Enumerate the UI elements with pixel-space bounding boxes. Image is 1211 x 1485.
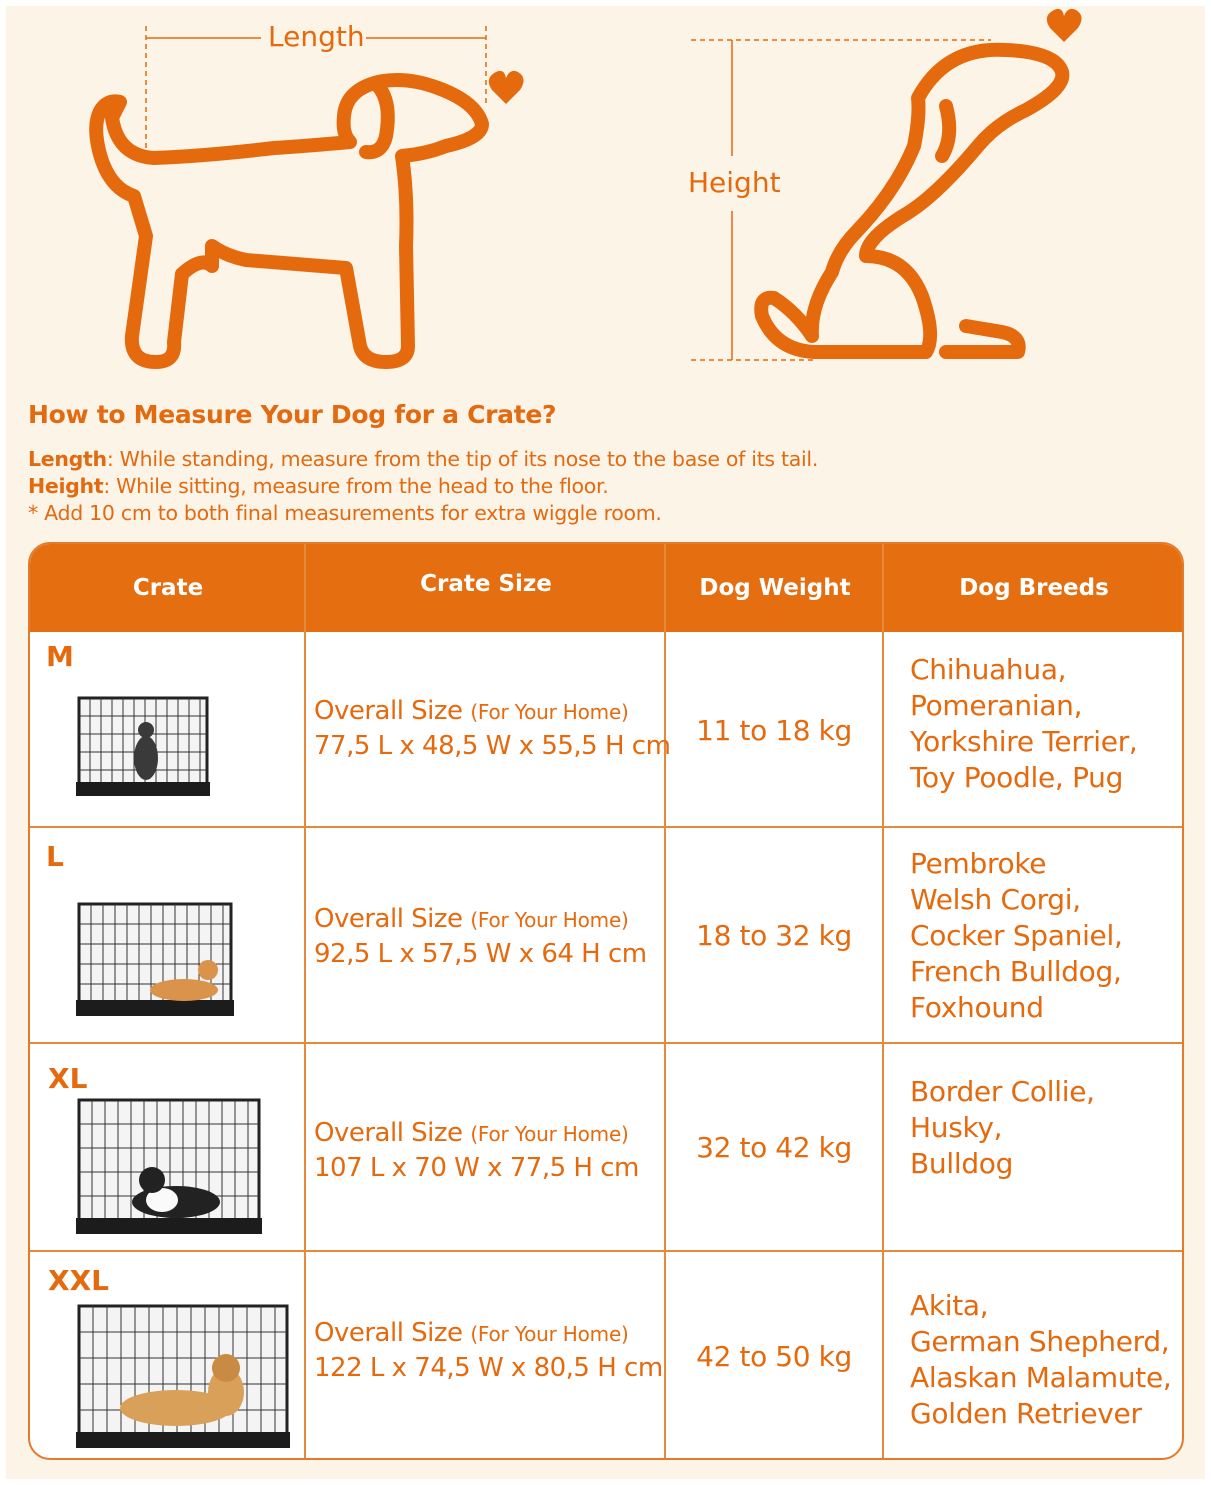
breed-item: Chihuahua, — [910, 653, 1067, 686]
breed-item: Toy Poodle, Pug — [910, 761, 1124, 794]
weight-xl: 32 to 42 kg — [696, 1130, 852, 1164]
size-note: (For Your Home) — [470, 908, 629, 932]
dimensions: 107 L x 70 W x 77,5 H cm — [314, 1153, 639, 1183]
size-prefix: Overall Size — [314, 696, 463, 726]
breed-item: Border Collie, — [910, 1075, 1095, 1108]
heart-icon — [489, 71, 524, 104]
header-dog-breeds: Dog Breeds — [959, 575, 1109, 601]
breed-item: Husky, — [910, 1111, 1003, 1144]
breed-item: Cocker Spaniel, — [910, 919, 1123, 952]
measurement-illustration — [6, 6, 1205, 386]
breed-item: German Shepherd, — [910, 1325, 1170, 1358]
size-note: (For Your Home) — [470, 1122, 629, 1146]
crate-size-xxl — [314, 1316, 663, 1385]
sitting-dog-icon — [761, 50, 1062, 352]
height-desc: : While sitting, measure from the head to the floor. — [103, 474, 609, 498]
size-note: (For Your Home) — [470, 700, 629, 724]
weight-m: 11 to 18 kg — [696, 713, 852, 747]
breed-item: Pomeranian, — [910, 689, 1083, 722]
size-prefix: Overall Size — [314, 1318, 463, 1348]
breeds-m — [910, 652, 1138, 796]
breeds-l — [910, 846, 1123, 1026]
crate-size-xl — [314, 1116, 639, 1185]
length-desc: : While standing, measure from the tip of its nose to the base of its tail. — [106, 447, 819, 471]
height-label: Height — [688, 166, 781, 199]
crate-size-l — [314, 902, 647, 971]
crate-m-image — [76, 694, 210, 798]
heart-icon — [1047, 9, 1082, 42]
height-term: Height — [28, 474, 104, 498]
breed-item: Welsh Corgi, — [910, 883, 1081, 916]
crate-label-l: L — [46, 840, 64, 873]
breed-item: Foxhound — [910, 991, 1044, 1024]
length-label: Length — [268, 20, 365, 53]
crate-l-image — [76, 900, 234, 1020]
crate-label-m: M — [46, 640, 74, 673]
breed-item: Bulldog — [910, 1147, 1014, 1180]
page-title: How to Measure Your Dog for a Crate? — [28, 400, 557, 429]
crate-xl-image — [76, 1096, 262, 1238]
measure-instructions — [28, 446, 818, 527]
size-prefix: Overall Size — [314, 904, 463, 934]
breed-item: Akita, — [910, 1289, 989, 1322]
weight-xxl: 42 to 50 kg — [696, 1339, 852, 1373]
header-dog-weight: Dog Weight — [699, 575, 851, 601]
breed-item: Golden Retriever — [910, 1397, 1142, 1430]
breed-item: Alaskan Malamute, — [910, 1361, 1172, 1394]
weight-l: 18 to 32 kg — [696, 918, 852, 952]
header-crate: Crate — [132, 575, 204, 601]
dimensions: 122 L x 74,5 W x 80,5 H cm — [314, 1353, 663, 1383]
crate-size-m — [314, 694, 670, 763]
breeds-xl — [910, 1074, 1095, 1182]
crate-label-xxl: XXL — [48, 1264, 110, 1297]
breeds-xxl — [910, 1288, 1172, 1432]
dimensions: 92,5 L x 57,5 W x 64 H cm — [314, 939, 647, 969]
breed-item: Pembroke — [910, 847, 1047, 880]
breed-item: Yorkshire Terrier, — [910, 725, 1138, 758]
size-prefix: Overall Size — [314, 1118, 463, 1148]
breed-item: French Bulldog, — [910, 955, 1122, 988]
crate-label-xl: XL — [48, 1062, 88, 1095]
size-table — [28, 542, 1184, 1460]
header-crate-size: Crate Size — [420, 571, 552, 597]
size-note: (For Your Home) — [470, 1322, 629, 1346]
dimensions: 77,5 L x 48,5 W x 55,5 H cm — [314, 731, 671, 761]
size-guide-page — [6, 6, 1205, 1479]
standing-dog-icon — [96, 80, 482, 362]
length-term: Length — [28, 447, 107, 471]
crate-xxl-image — [76, 1302, 290, 1452]
note: * Add 10 cm to both final measurements for extra wiggle room. — [28, 501, 662, 525]
